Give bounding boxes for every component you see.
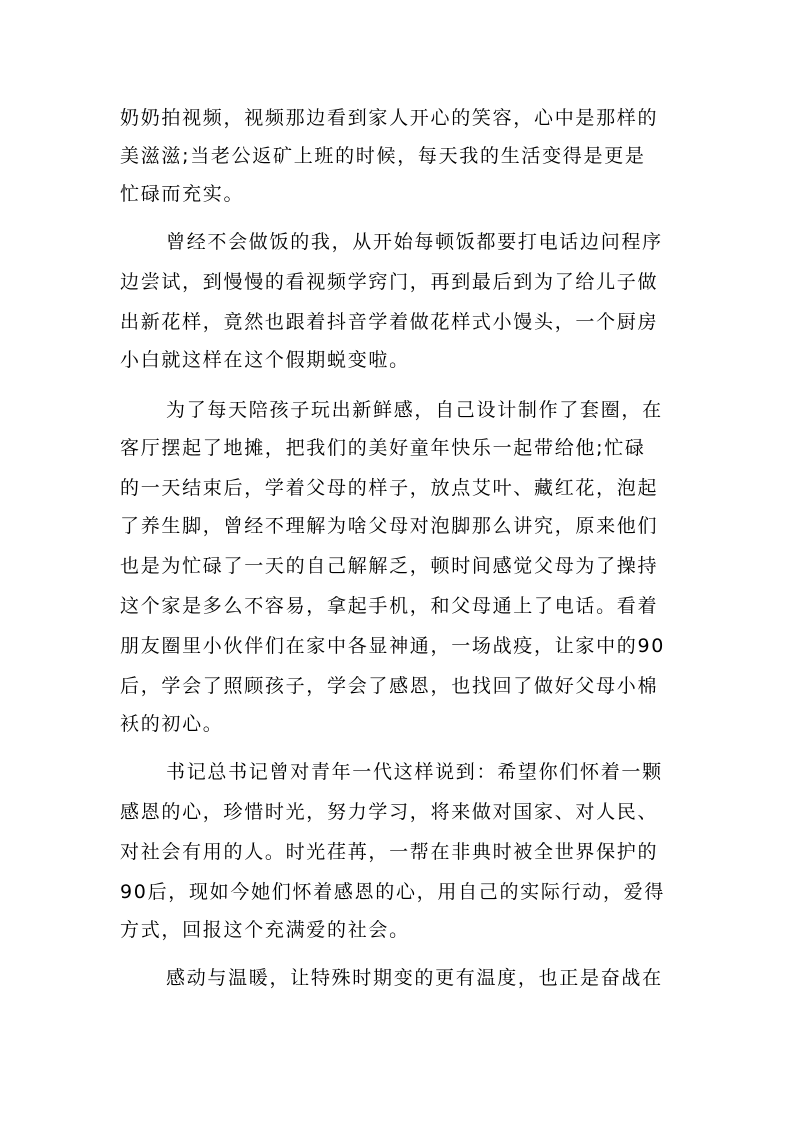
paragraph-first-line: 为了每天陪孩子玩出新鲜感，自己设计制作了套圈，在: [166, 399, 663, 421]
text-line: 奶奶拍视频，视频那边看到家人开心的笑容，心中是那样的: [120, 107, 659, 129]
text-line: 忙碌而充实。: [120, 183, 245, 205]
paragraph-first-line: 书记总书记曾对青年一代这样说到：希望你们怀着一颗: [166, 761, 663, 783]
text-line: 感恩的心，珍惜时光，努力学习，将来做对国家、对人民、: [120, 801, 659, 823]
text-line: 后，学会了照顾孩子，学会了感恩，也找回了做好父母小棉: [120, 675, 659, 697]
paragraph-first-line: 感动与温暖，让特殊时期变的更有温度，也正是奋战在: [166, 967, 663, 989]
text-line: 这个家是多么不容易，拿起手机，和父母通上了电话。看着: [120, 595, 659, 617]
text-line: 的一天结束后，学着父母的样子，放点艾叶、藏红花，泡起: [120, 477, 659, 499]
text-line: 朋友圈里小伙伴们在家中各显神通，一场战疫，让家中的90: [120, 635, 666, 657]
paragraph-first-line: 曾经不会做饭的我，从开始每顿饭都要打电话边问程序: [166, 231, 663, 253]
text-line: 袄的初心。: [120, 713, 224, 735]
text-line: 小白就这样在这个假期蜕变啦。: [120, 349, 410, 371]
text-line: 对社会有用的人。时光荏苒，一帮在非典时被全世界保护的: [120, 841, 659, 863]
text-line: 也是为忙碌了一天的自己解解乏，顿时间感觉父母为了操持: [120, 555, 659, 577]
text-line: 美滋滋;当老公返矿上班的时候，每天我的生活变得是更是: [120, 145, 646, 167]
text-line: 边尝试，到慢慢的看视频学窍门，再到最后到为了给儿子做: [120, 271, 659, 293]
text-line: 出新花样，竟然也跟着抖音学着做花样式小馒头，一个厨房: [120, 311, 659, 333]
text-line: 了养生脚，曾经不理解为啥父母对泡脚那么讲究，原来他们: [120, 515, 659, 537]
text-line: 90后，现如今她们怀着感恩的心，用自己的实际行动，爱得: [120, 881, 666, 903]
text-line: 客厅摆起了地摊，把我们的美好童年快乐一起带给他;忙碌: [120, 437, 646, 459]
text-line: 方式，回报这个充满爱的社会。: [120, 919, 410, 941]
